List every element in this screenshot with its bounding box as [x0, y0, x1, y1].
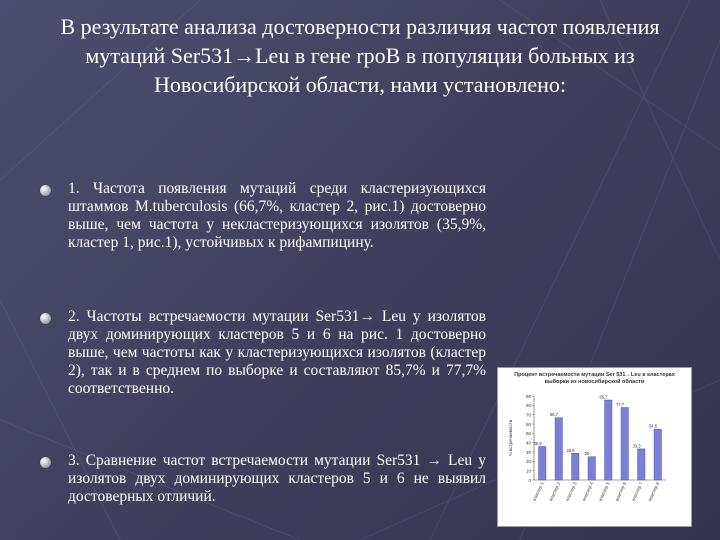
bar — [539, 446, 546, 480]
x-tick-label: кластер 4 — [581, 481, 595, 502]
y-tick-label: 40 — [525, 440, 531, 446]
x-tick-label: кластер 1 — [531, 481, 545, 502]
bar — [621, 407, 628, 480]
x-tick-label: кластер 8 — [647, 481, 661, 502]
bullet-dot-icon — [40, 185, 51, 196]
y-tick-label: 50 — [525, 431, 531, 437]
bar-chart-svg — [498, 368, 691, 526]
x-tick-label: кластер 5 — [597, 481, 611, 502]
data-label: 77,7 — [615, 401, 625, 407]
data-label: 35,9 — [533, 440, 542, 446]
y-axis-label: % встречаемости — [508, 419, 513, 457]
x-tick-label: кластер 6 — [614, 481, 628, 502]
bullet-dot-icon — [40, 457, 51, 468]
y-tick-label: 20 — [525, 459, 531, 465]
data-label: 28,6 — [566, 447, 575, 453]
bar — [605, 400, 612, 480]
x-tick-label: кластер 2 — [548, 481, 562, 502]
bullet-text: 1. Частота появления мутаций среди кластеризующихся штаммов M.tuberculosis (66,7%, кластер 2, рис.1) достоверно выше, чем частота у некластеризующихся изолятов (35,9%, кластер 1, рис.1), устойчивых к рифампицину. — [68, 180, 486, 251]
bar — [588, 457, 595, 480]
chart-title: Процент встречаемости мутации Ser 531→Leu в кластерах выборки из новосибирской области — [514, 372, 675, 385]
data-label: 54,5 — [648, 423, 658, 429]
bullet-dot-icon — [40, 313, 51, 324]
data-label: 33,3 — [632, 443, 641, 449]
data-label: 85,7 — [599, 394, 608, 400]
y-tick-label: 0 — [528, 477, 531, 483]
y-tick-label: 60 — [525, 421, 531, 427]
data-label: 25 — [584, 451, 590, 457]
bar — [572, 453, 579, 480]
figure-chart — [497, 367, 692, 527]
y-tick-label: 70 — [525, 412, 531, 418]
y-tick-label: 30 — [525, 449, 531, 455]
x-tick-label: кластер 7 — [630, 481, 644, 502]
bar — [638, 449, 645, 480]
y-tick-label: 80 — [525, 403, 531, 409]
bullet-text: 2. Частоты встречаемости мутации Ser531→ Leu у изолятов двух доминирующих кластеров 5 и 6 на рис. 1 достоверно выше, чем частоты как у кластеризующихся изолятов (кластер 2), так и в среднем по выборке и составляют 85,7% и 77,7% соответственно. — [68, 308, 486, 397]
y-tick-label: 90 — [525, 393, 531, 399]
bar — [654, 429, 661, 480]
bullet-text: 3. Сравнение частот встречаемости мутации Ser531 → Leu у изолятов двух доминирующих кластеров 5 и 6 не выявил достоверных отличий. — [68, 452, 486, 505]
data-label: 66,7 — [549, 412, 559, 418]
slide-title: В результате анализа достоверности различия частот появления мутаций Ser531→Leu в гене rpoB в популяции больных из Новосибирской области, нами установлено: — [60, 14, 660, 97]
y-tick-label: 10 — [525, 468, 531, 474]
x-tick-label: кластер 3 — [564, 481, 578, 502]
bar — [555, 418, 562, 480]
